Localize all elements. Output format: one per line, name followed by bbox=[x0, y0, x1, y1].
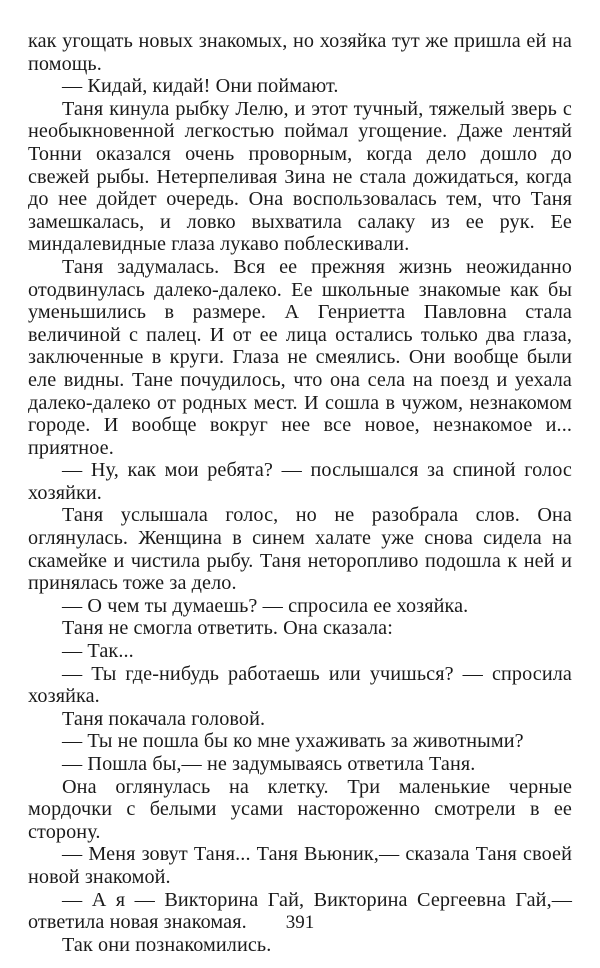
paragraph-dialogue: — Кидай, кидай! Они поймают. bbox=[62, 75, 339, 98]
paragraph: Она оглянулась на клетку. Три маленькие черные мордочки с белыми усами настороженно смотрели в ее сторону. bbox=[28, 775, 572, 843]
paragraph-dialogue: — Ну, как мои ребята? — послышался за спиной голос хозяйки. bbox=[28, 459, 572, 504]
book-page-text bbox=[28, 30, 572, 956]
paragraph: Таня кинула рыбку Лелю, и этот тучный, тяжелый зверь с необыкновенной легкостью поймал угощение. Даже лентяй Тонни оказался очень проворным, когда дело дошло до свежей рыбы. Нетерпеливая Зина не стала дожидаться, когда до нее дойдет очередь. Она воспользовалась тем, что Таня замешкалась, и ловко выхватила салаку из ее рук. Ее миндалевидные глаза лукаво поблескивали. bbox=[28, 97, 572, 256]
paragraph: Так они познакомились. bbox=[62, 933, 272, 956]
paragraph-continuation: как угощать новых знакомых, но хозяйка тут же пришла ей на помощь. bbox=[28, 30, 572, 75]
paragraph-dialogue: — А я — Викторина Гай, Викторина Сергеевна Гай,— ответила новая знакомая. bbox=[28, 888, 572, 934]
paragraph-dialogue: — Меня зовут Таня... Таня Вьюник,— сказала Таня своей новой знакомой. bbox=[28, 843, 572, 888]
paragraph: Таня покачала головой. bbox=[62, 707, 266, 730]
paragraph: Таня услышала голос, но не разобрала слов. Она оглянулась. Женщина в синем халате уже снова сидела на скамейке и чистила рыбу. Таня неторопливо подошла к ней и принялась тоже за дело. bbox=[28, 504, 572, 595]
page-number: 391 bbox=[285, 912, 315, 933]
paragraph-dialogue: — Ты не пошла бы ко мне ухаживать за животными? bbox=[62, 730, 524, 753]
paragraph-dialogue: — Пошла бы,— не задумываясь ответила Таня. bbox=[62, 753, 476, 775]
paragraph-dialogue: — О чем ты думаешь? — спросила ее хозяйка. bbox=[62, 594, 469, 617]
paragraph: Таня не смогла ответить. Она сказала: bbox=[62, 617, 393, 640]
paragraph-dialogue: — Ты где-нибудь работаешь или учишься? — спросила хозяйка. bbox=[28, 662, 572, 708]
paragraph: Таня задумалась. Вся ее прежняя жизнь неожиданно отодвинулась далеко-далеко. Ее школьные знакомые как бы уменьшились в размере. А Генриетта Павловна стала величиной с палец. И от ее лица остались только два глаза, заключенные в круги. Глаза не смеялись. Они вообще были еле видны. Тане почудилось, что она села на поезд и уехала далеко-далеко от родных мест. И сошла в чужом, незнакомом городе. И вообще вокруг нее все новое, незнакомое и... приятное. bbox=[28, 255, 572, 459]
paragraph-dialogue: — Так... bbox=[62, 640, 134, 663]
